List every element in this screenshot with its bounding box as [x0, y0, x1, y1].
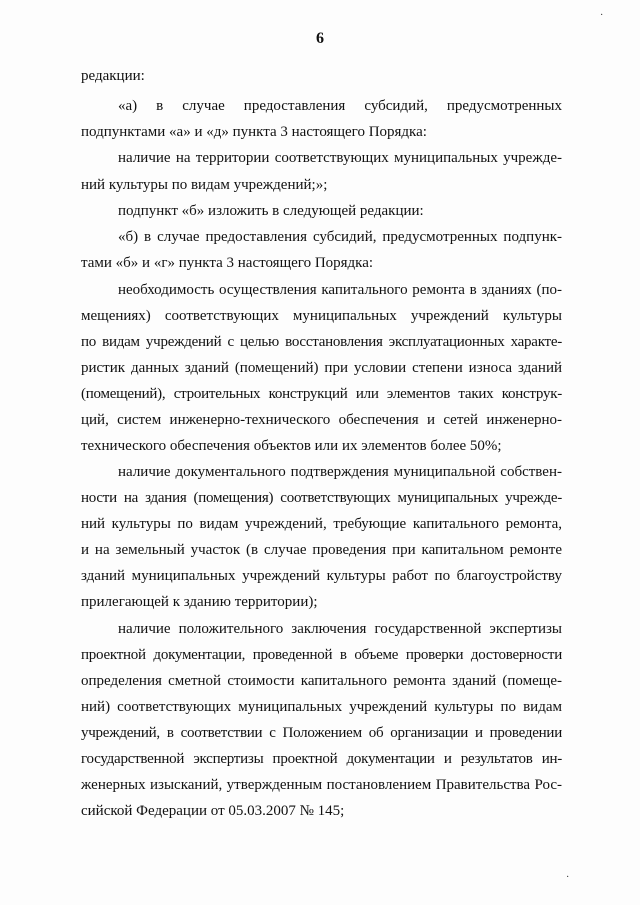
- text-line: наличие на территории соответствующих муниципальных учрежде-: [118, 150, 562, 166]
- text-line: (помещений), строительных конструкций или элементов таких конструк-: [81, 386, 562, 402]
- text-line: «а) в случае предоставления субсидий, предусмотренных: [118, 98, 562, 114]
- text-line: проектной документации, проведенной в объеме проверки достоверности: [81, 647, 562, 663]
- text-line: женерных изысканий, утвержденным постановлением Правительства Рос-: [81, 777, 562, 793]
- text-line: технического обеспечения объектов или их элементов более 50%;: [81, 438, 502, 454]
- text-line: и на земельный участок (в случае проведения при капитальном ремонте: [81, 542, 562, 558]
- text-line: редакции:: [81, 68, 145, 84]
- text-line: ний) соответствующих муниципальных учреждений культуры по видам: [81, 699, 562, 715]
- text-line: государственной экспертизы проектной документации и результатов ин-: [81, 751, 562, 767]
- text-line: ний культуры по видам учреждений, требующие капитального ремонта,: [81, 516, 562, 532]
- page-number: 6: [316, 30, 324, 47]
- text-line: ности на здания (помещения) соответствующих муниципальных учрежде-: [81, 490, 562, 506]
- text-line: определения сметной стоимости капитального ремонта зданий (помеще-: [81, 673, 562, 689]
- text-line: ций, систем инженерно-технического обеспечения и сетей инженерно-: [81, 412, 562, 428]
- scan-speck: ·: [600, 10, 604, 21]
- text-line: наличие документального подтверждения муниципальной собствен-: [118, 464, 562, 480]
- text-line: по видам учреждений с целью восстановления эксплуатационных характе-: [81, 334, 562, 350]
- text-line: прилегающей к зданию территории);: [81, 594, 318, 610]
- text-line: мещениях) соответствующих муниципальных учреждений культуры: [81, 308, 562, 324]
- scan-speck: ·: [566, 872, 570, 883]
- text-line: учреждений, в соответствии с Положением об организации и проведении: [81, 725, 562, 741]
- text-line: тами «б» и «г» пункта 3 настоящего Порядка:: [81, 255, 374, 271]
- text-line: зданий муниципальных учреждений культуры работ по благоустройству: [81, 568, 562, 584]
- text-line: необходимость осуществления капитального ремонта в зданиях (по-: [118, 282, 562, 298]
- text-line: сийской Федерации от 05.03.2007 № 145;: [81, 803, 345, 819]
- text-line: ристик данных зданий (помещений) при условии степени износа зданий: [81, 360, 562, 376]
- text-line: подпункт «б» изложить в следующей редакции:: [118, 203, 424, 219]
- text-line: ний культуры по видам учреждений;»;: [81, 177, 328, 193]
- text-line: «б) в случае предоставления субсидий, предусмотренных подпунк-: [118, 229, 562, 245]
- text-line: подпунктами «а» и «д» пункта 3 настоящего Порядка:: [81, 124, 427, 140]
- text-line: наличие положительного заключения государственной экспертизы: [118, 621, 562, 637]
